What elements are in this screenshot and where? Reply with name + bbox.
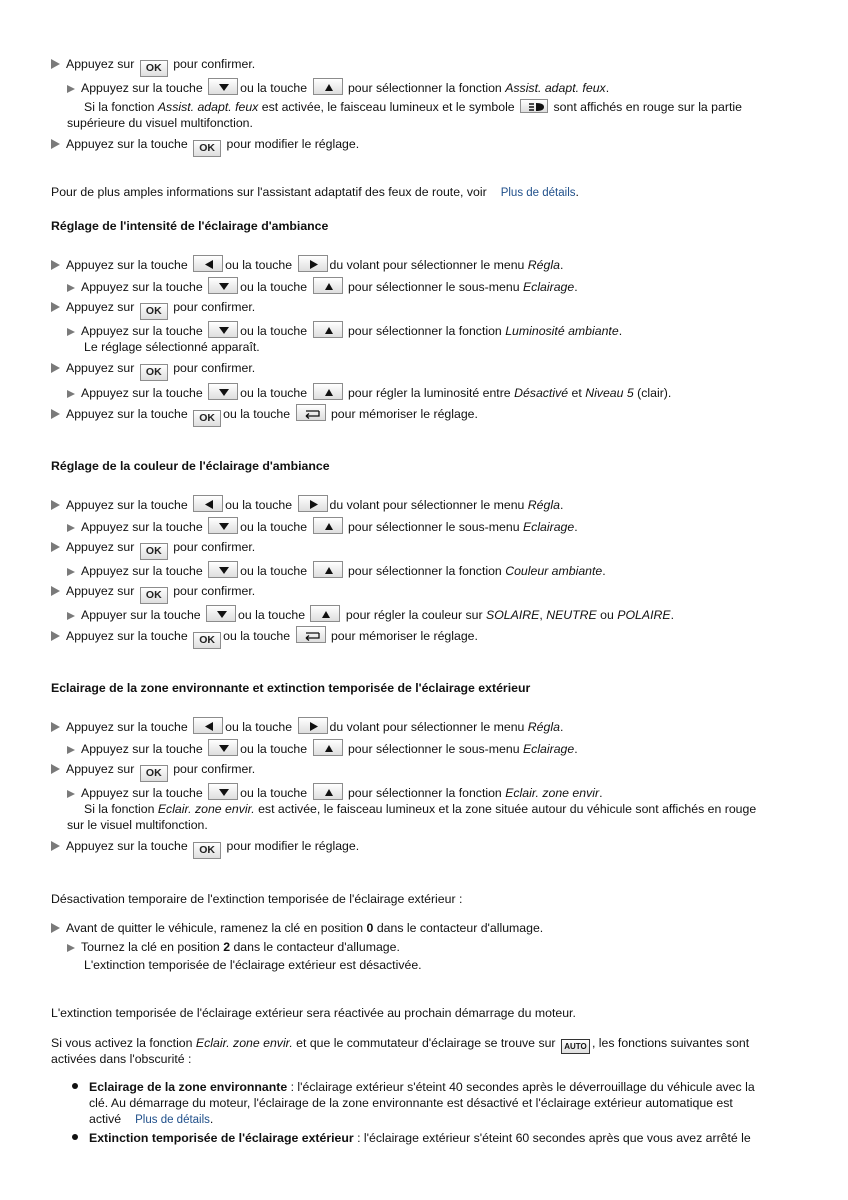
down-key-icon xyxy=(206,605,236,622)
step-arrow-icon xyxy=(51,363,60,373)
section-heading: Réglage de l'intensité de l'éclairage d'ambiance xyxy=(51,219,329,233)
step-arrow-icon xyxy=(67,328,75,336)
text: . xyxy=(574,280,578,294)
text: . xyxy=(209,1112,214,1126)
text: et que le commutateur d'éclairage se trouve sur xyxy=(296,1036,556,1050)
instruction-save xyxy=(51,404,478,427)
text: Appuyez sur la touche xyxy=(66,137,188,151)
up-key-icon xyxy=(313,739,343,756)
instruction-menu xyxy=(51,255,563,273)
step-arrow-icon xyxy=(51,722,60,732)
note-line: L'extinction temporisée de l'éclairage extérieur est désactivée. xyxy=(84,958,422,972)
instruction-confirm xyxy=(51,583,255,604)
text: Si vous activez la fonction xyxy=(51,1036,193,1050)
text: ou xyxy=(600,608,614,622)
text: ou la touche xyxy=(225,498,293,512)
bullet-item xyxy=(89,1079,755,1095)
text: et xyxy=(571,386,582,400)
text: Avant de quitter le véhicule, ramenez la clé en position xyxy=(66,921,364,935)
step-arrow-icon xyxy=(67,524,75,532)
text: pour régler la luminosité entre xyxy=(347,386,511,400)
step-arrow-icon xyxy=(51,631,60,641)
text: Appuyez sur la touche xyxy=(81,81,203,95)
step-arrow-icon xyxy=(51,302,60,312)
text: Appuyez sur xyxy=(66,300,135,314)
text: . xyxy=(599,786,603,800)
instruction-key xyxy=(51,920,543,936)
text: sont affichés en rouge sur la partie xyxy=(553,100,742,114)
text: pour confirmer. xyxy=(173,57,256,71)
text: Appuyez sur la touche xyxy=(66,839,188,853)
text: pour confirmer. xyxy=(173,300,256,314)
text: dans le contacteur d'allumage. xyxy=(233,940,400,954)
info-paragraph xyxy=(51,184,579,201)
up-key-icon xyxy=(313,321,343,338)
text: . xyxy=(559,720,564,734)
text: : l'éclairage extérieur s'éteint 40 secondes après le déverrouillage du véhicule avec la xyxy=(287,1080,755,1094)
text: dans le contacteur d'allumage. xyxy=(376,921,544,935)
step-arrow-icon xyxy=(67,390,75,398)
ok-key-icon: OK xyxy=(140,60,168,77)
bullet-text: clé. Au démarrage du moteur, l'éclairage de la zone environnante est désactivé et l'éclairage extérieur automatique est xyxy=(89,1096,733,1110)
text: pour sélectionner le sous-menu xyxy=(347,280,520,294)
right-key-icon xyxy=(298,255,328,272)
auto-switch-icon: AUTO xyxy=(561,1039,590,1054)
text: ou la touche xyxy=(223,407,291,421)
text: Appuyez sur xyxy=(66,57,135,71)
step-arrow-icon xyxy=(51,542,60,552)
note-line xyxy=(84,99,742,115)
down-key-icon xyxy=(208,561,238,578)
details-link[interactable]: Plus de détails xyxy=(500,187,576,199)
text: pour mémoriser le réglage. xyxy=(330,407,478,421)
bullet-text xyxy=(89,1111,213,1128)
value-name: NEUTRE xyxy=(546,608,597,622)
ok-key-icon: OK xyxy=(193,410,221,427)
text: pour régler la couleur sur xyxy=(345,608,483,622)
instruction-confirm xyxy=(51,539,255,560)
function-name: Assist. adapt. feux xyxy=(505,81,606,95)
down-key-icon xyxy=(208,78,238,95)
text: Appuyez sur xyxy=(66,361,135,375)
step-arrow-icon xyxy=(51,923,60,933)
text: Appuyez sur xyxy=(66,540,135,554)
instruction-confirm xyxy=(51,761,255,782)
bullet-title: Eclairage de la zone environnante xyxy=(89,1080,288,1094)
step-arrow-icon xyxy=(67,284,75,292)
function-name: Assist. adapt. feux xyxy=(157,100,259,114)
instruction-modify xyxy=(51,136,359,157)
step-arrow-icon xyxy=(67,85,75,93)
text: . xyxy=(574,520,578,534)
text: . xyxy=(670,608,675,622)
ok-key-icon: OK xyxy=(140,364,168,381)
section-heading: Réglage de la couleur de l'éclairage d'ambiance xyxy=(51,459,330,473)
text: Si la fonction xyxy=(84,100,155,114)
text: . xyxy=(605,81,610,95)
step-arrow-icon xyxy=(67,790,75,798)
down-key-icon xyxy=(208,783,238,800)
paragraph: L'extinction temporisée de l'éclairage extérieur sera réactivée au prochain démarrage du moteur. xyxy=(51,1006,576,1020)
ok-key-icon: OK xyxy=(140,587,168,604)
text: du volant pour sélectionner le menu xyxy=(329,498,525,512)
text: , les fonctions suivantes sont xyxy=(591,1036,750,1050)
instruction-select xyxy=(67,78,609,96)
up-key-icon xyxy=(313,517,343,534)
ok-key-icon: OK xyxy=(193,140,221,157)
bullet-icon xyxy=(72,1134,78,1140)
high-beam-symbol-icon xyxy=(520,99,548,113)
text: Appuyez sur xyxy=(66,762,135,776)
value-name: POLAIRE xyxy=(617,608,671,622)
note-line: sur le visuel multifonction. xyxy=(67,818,208,832)
text: pour sélectionner la fonction xyxy=(347,786,502,800)
left-key-icon xyxy=(193,717,223,734)
text: Appuyez sur la touche xyxy=(66,720,188,734)
text: pour mémoriser le réglage. xyxy=(330,629,478,643)
text: Appuyer sur la touche xyxy=(81,608,201,622)
text: pour sélectionner la fonction xyxy=(347,324,502,338)
step-arrow-icon xyxy=(67,746,75,754)
value-name: Désactivé xyxy=(514,386,569,400)
text: Appuyez sur la touche xyxy=(81,280,203,294)
text: pour sélectionner le sous-menu xyxy=(347,742,520,756)
step-arrow-icon xyxy=(67,612,75,620)
text: ou la touche xyxy=(238,608,306,622)
text: . xyxy=(559,498,564,512)
step-arrow-icon xyxy=(51,409,60,419)
ok-key-icon: OK xyxy=(140,765,168,782)
note-line: supérieure du visuel multifonction. xyxy=(67,116,253,130)
function-name: Eclair. zone envir. xyxy=(195,1036,293,1050)
text: . xyxy=(602,564,606,578)
text: pour modifier le réglage. xyxy=(226,839,360,853)
value-name: Niveau 5 xyxy=(585,386,634,400)
text: . xyxy=(618,324,623,338)
text: Si la fonction xyxy=(84,802,155,816)
up-key-icon xyxy=(313,383,343,400)
text: activé xyxy=(89,1112,122,1126)
text: Appuyez sur la touche xyxy=(81,564,203,578)
text: Appuyez sur la touche xyxy=(81,786,203,800)
text: pour confirmer. xyxy=(173,361,256,375)
down-key-icon xyxy=(208,383,238,400)
bullet-item xyxy=(89,1130,751,1146)
submenu-name: Eclairage xyxy=(522,280,575,294)
text: ou la touche xyxy=(240,324,308,338)
text: pour modifier le réglage. xyxy=(226,137,360,151)
up-key-icon xyxy=(313,561,343,578)
up-key-icon xyxy=(310,605,340,622)
instruction-confirm xyxy=(51,56,255,77)
instruction-modify xyxy=(51,838,359,859)
intro-paragraph: Désactivation temporaire de l'extinction temporisée de l'éclairage extérieur : xyxy=(51,892,463,906)
text: Appuyez sur la touche xyxy=(81,520,203,534)
step-arrow-icon xyxy=(51,260,60,270)
text: Pour de plus amples informations sur l'assistant adaptatif des feux de route, voir xyxy=(51,185,487,199)
submenu-name: Eclairage xyxy=(522,742,575,756)
text: Appuyez sur la touche xyxy=(66,498,188,512)
text: pour confirmer. xyxy=(173,762,256,776)
text: Appuyez sur la touche xyxy=(81,742,203,756)
text: pour confirmer. xyxy=(173,584,256,598)
text: est activée, le faisceau lumineux et le symbole xyxy=(261,100,515,114)
note-line xyxy=(84,801,756,817)
text: pour sélectionner la fonction xyxy=(347,81,502,95)
instruction-confirm xyxy=(51,360,255,381)
text: . xyxy=(574,742,578,756)
text: ou la touche xyxy=(223,629,291,643)
back-key-icon xyxy=(296,626,326,643)
function-name: Luminosité ambiante xyxy=(505,324,619,338)
instruction-select xyxy=(67,321,622,339)
value-name: SOLAIRE xyxy=(486,608,540,622)
down-key-icon xyxy=(208,277,238,294)
ok-key-icon: OK xyxy=(193,632,221,649)
text: Appuyez sur xyxy=(66,584,135,598)
instruction-submenu xyxy=(67,517,578,535)
text: ou la touche xyxy=(225,258,293,272)
key-position: 0 xyxy=(366,921,374,935)
down-key-icon xyxy=(208,739,238,756)
text: du volant pour sélectionner le menu xyxy=(329,258,525,272)
instruction-key xyxy=(67,939,400,955)
text: Appuyez sur la touche xyxy=(66,258,188,272)
text: ou la touche xyxy=(240,786,308,800)
left-key-icon xyxy=(193,255,223,272)
menu-name: Régla xyxy=(527,258,560,272)
key-position: 2 xyxy=(223,940,231,954)
back-key-icon xyxy=(296,404,326,421)
bullet-title: Extinction temporisée de l'éclairage extérieur xyxy=(89,1131,354,1145)
note-line: Le réglage sélectionné apparaît. xyxy=(84,340,260,354)
ok-key-icon: OK xyxy=(140,543,168,560)
text: est activée, le faisceau lumineux et la zone située autour du véhicule sont affichés en rouge xyxy=(258,802,757,816)
text: Tournez la clé en position xyxy=(81,940,220,954)
text: pour confirmer. xyxy=(173,540,256,554)
text: , xyxy=(539,608,543,622)
section-heading: Eclairage de la zone environnante et extinction temporisée de l'éclairage extérieur xyxy=(51,681,531,695)
text: (clair). xyxy=(637,386,672,400)
text: ou la touche xyxy=(240,386,308,400)
step-arrow-icon xyxy=(51,59,60,69)
step-arrow-icon xyxy=(67,568,75,576)
down-key-icon xyxy=(208,321,238,338)
text: . xyxy=(559,258,564,272)
text: Appuyez sur la touche xyxy=(81,324,203,338)
bullet-icon xyxy=(72,1083,78,1089)
down-key-icon xyxy=(208,517,238,534)
function-name: Eclair. zone envir. xyxy=(157,802,255,816)
text: du volant pour sélectionner le menu xyxy=(329,720,525,734)
menu-name: Régla xyxy=(527,498,560,512)
step-arrow-icon xyxy=(51,764,60,774)
step-arrow-icon xyxy=(51,841,60,851)
text: ou la touche xyxy=(240,280,308,294)
instruction-color xyxy=(67,605,674,623)
instruction-confirm xyxy=(51,299,255,320)
text: ou la touche xyxy=(225,720,293,734)
text: Appuyez sur la touche xyxy=(66,407,188,421)
text: : l'éclairage extérieur s'éteint 60 secondes après que vous avez arrêté le xyxy=(353,1131,751,1145)
instruction-save xyxy=(51,626,478,649)
text: . xyxy=(575,185,579,199)
instruction-select xyxy=(67,783,603,801)
step-arrow-icon xyxy=(51,586,60,596)
text: ou la touche xyxy=(240,742,308,756)
ok-key-icon: OK xyxy=(193,842,221,859)
step-arrow-icon xyxy=(51,500,60,510)
text: Appuyez sur la touche xyxy=(81,386,203,400)
text: ou la touche xyxy=(240,520,308,534)
details-link[interactable]: Plus de détails xyxy=(135,1114,210,1126)
step-arrow-icon xyxy=(51,139,60,149)
menu-name: Régla xyxy=(527,720,560,734)
text: ou la touche xyxy=(240,81,308,95)
left-key-icon xyxy=(193,495,223,512)
instruction-menu xyxy=(51,717,563,735)
function-name: Eclair. zone envir xyxy=(505,786,600,800)
function-name: Couleur ambiante xyxy=(505,564,603,578)
instruction-select xyxy=(67,561,606,579)
right-key-icon xyxy=(298,495,328,512)
up-key-icon xyxy=(313,277,343,294)
step-arrow-icon xyxy=(67,944,75,952)
up-key-icon xyxy=(313,78,343,95)
text: pour sélectionner le sous-menu xyxy=(347,520,520,534)
right-key-icon xyxy=(298,717,328,734)
text: pour sélectionner la fonction xyxy=(347,564,502,578)
instruction-submenu xyxy=(67,277,578,295)
text: Appuyez sur la touche xyxy=(66,629,188,643)
up-key-icon xyxy=(313,783,343,800)
instruction-menu xyxy=(51,495,563,513)
submenu-name: Eclairage xyxy=(522,520,575,534)
ok-key-icon: OK xyxy=(140,303,168,320)
instruction-adjust xyxy=(67,383,671,401)
text: ou la touche xyxy=(240,564,308,578)
instruction-submenu xyxy=(67,739,578,757)
paragraph: activées dans l'obscurité : xyxy=(51,1052,192,1066)
